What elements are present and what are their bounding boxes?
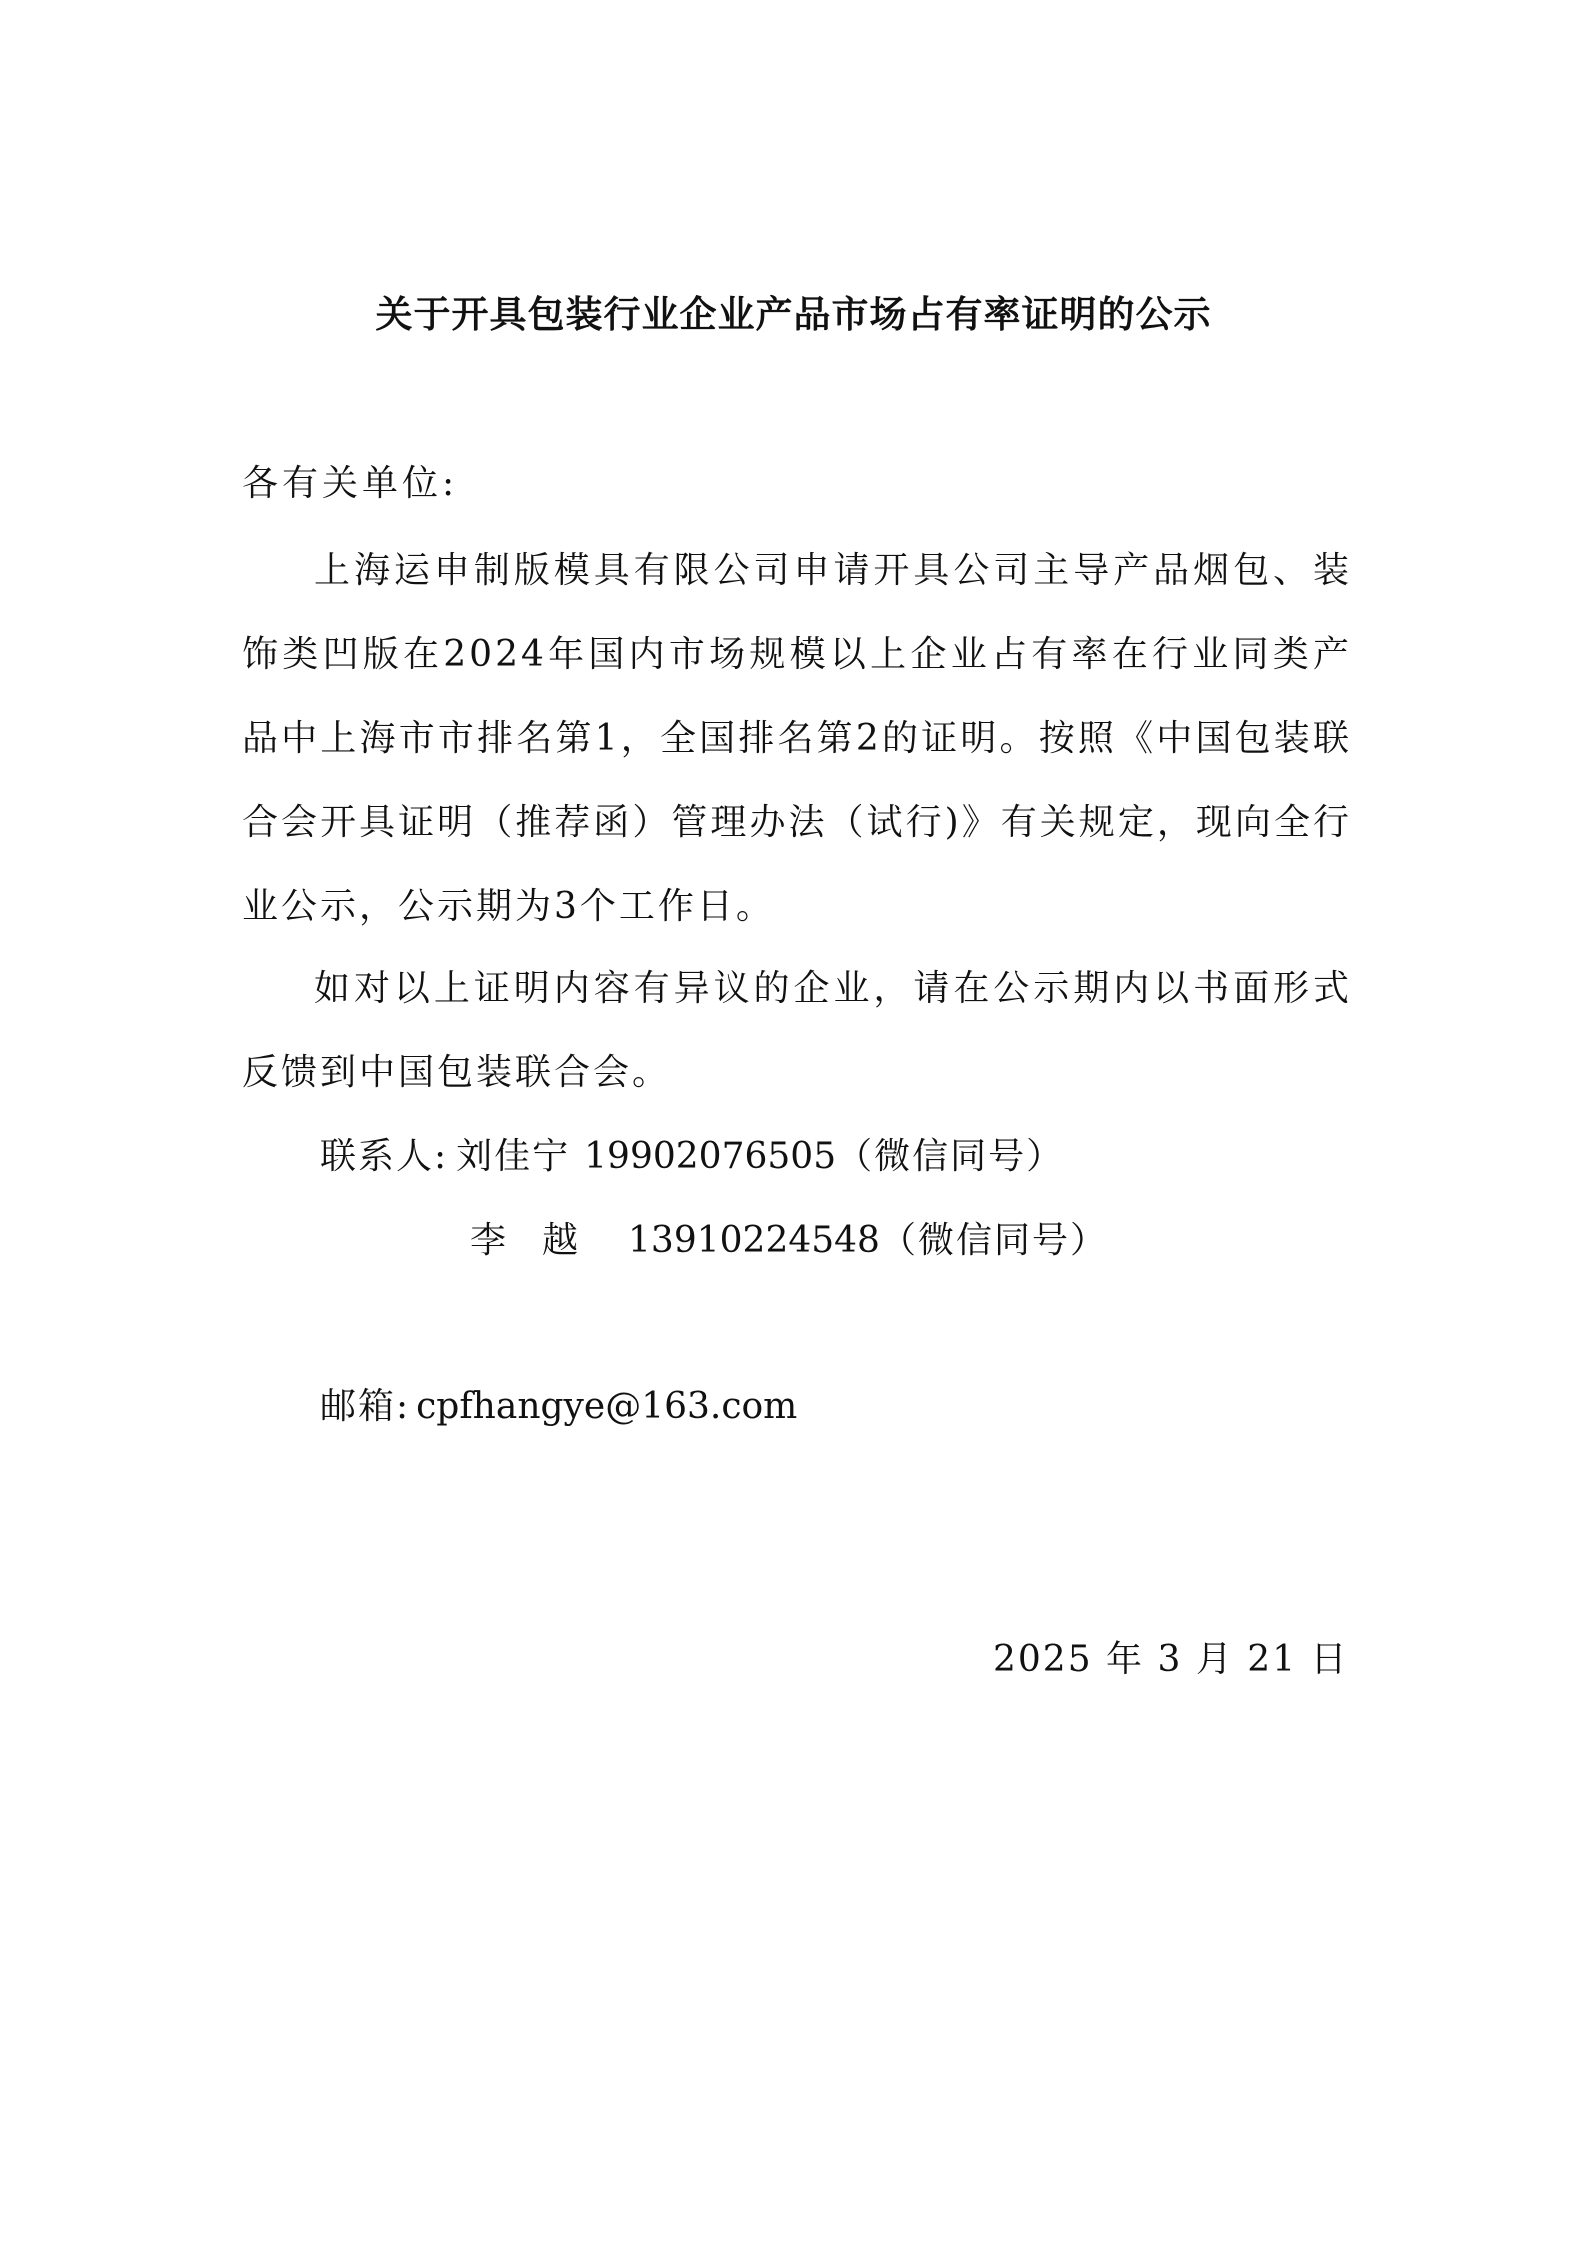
contact-name: 李越 (470, 1220, 615, 1261)
contact-phone: 13910224548 (628, 1220, 880, 1261)
contact-line-1 (320, 1131, 1064, 1183)
document-title: 关于开具包装行业企业产品市场占有率证明的公示 (375, 292, 1212, 336)
paragraph-objection (242, 947, 1352, 1115)
paragraph-objection-text: 如对以上证明内容有异议的企业，请在公示期内以书面形式反馈到中国包装联合会。 (242, 968, 1352, 1093)
contact-note: （微信同号） (879, 1220, 1108, 1261)
document-date: 2025 年 3 月 21 日 (993, 1639, 1349, 1680)
contact-label: 联系人: (320, 1136, 449, 1177)
contact-note: （微信同号） (836, 1136, 1065, 1177)
paragraph-application-text: 上海运申制版模具有限公司申请开具公司主导产品烟包、装饰类凹版在2024年国内市场规模以上企业占有率在行业同类产品中上海市市排名第1，全国排名第2的证明。按照《中国包装联合会开具证明（推荐函）管理办法（试行)》有关规定，现向全行业公示，公示期为3个工作日。 (242, 550, 1352, 927)
contact-name: 刘佳宁 (456, 1136, 571, 1177)
contact-phone: 19902076505 (584, 1136, 837, 1177)
contact-line-2 (470, 1215, 1108, 1267)
email-label: 邮箱: (320, 1386, 411, 1427)
paragraph-application (242, 529, 1352, 949)
email-line (320, 1381, 797, 1433)
email-address: cpfhangye@163.com (416, 1386, 798, 1427)
salutation: 各有关单位: (242, 463, 459, 504)
